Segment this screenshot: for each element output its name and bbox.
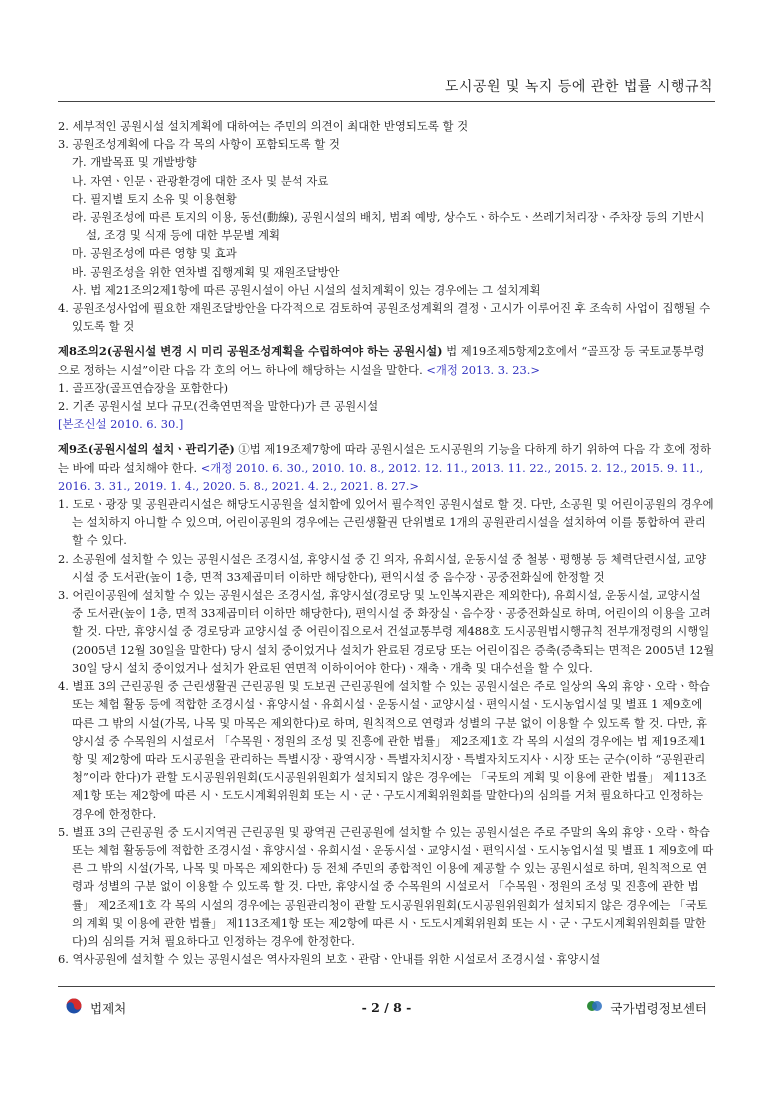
footer-divider: [58, 986, 715, 987]
sub-item: 가. 개발목표 및 개발방향: [72, 155, 197, 170]
article-text: 법 제19조제5항제2호에서 “골프장 등 국토교통부령으로 정하는 시설”이란 다음 각 호의 어느 하나에 해당하는 시설을 말한다.: [58, 344, 705, 377]
list-item: 5. 별표 3의 근린공원 중 도시지역권 근린공원 및 광역권 근린공원에 설치할 수 있는 공원시설은 주로 주말의 옥외 휴양ㆍ오락ㆍ학습 또는 체험 활동등에 적합한 조경시설ㆍ휴양시설ㆍ유희시설ㆍ운동시설ㆍ교양시설ㆍ편익시설ㆍ도시농업시설 및 별표 1 제9호에 따른 그 밖의 시설(가목, 나목 및 마목은 제외한다) 등 전체 주민의 종합적인 이용에 제공할 수 있는 공원시설로 하며, 원칙적으로 연령과 성별의 구분 없이 이용할 수 있도록 할 것. 다만, 휴양시설 중 수목원의 시설로서 「수목원ㆍ정원의 조성 및 진흥에 관한 법률」 제2조제1호 각 목의 시설의 경우에는 공원관리청이 관할 도시공원위원회(도시공원위원회가 설치되지 않은 경우에는 「국토의 계획 및 이용에 관한 법률」 제113조제1항 또는 제2항에 따른 시ㆍ도도시계획위원회 또는 시ㆍ군ㆍ구도시계획위원회를 말한다)의 심의를 거쳐 필요하다고 인정하는 경우에 한정한다.: [58, 824, 714, 948]
footer-left-label: 법제처: [90, 1000, 127, 1016]
list-item: 3. 공원조성계획에 다음 각 목의 사항이 포함되도록 할 것: [58, 137, 340, 152]
article-8-2: [58, 342, 715, 378]
list-item: 2. 소공원에 설치할 수 있는 공원시설은 조경시설, 휴양시설 중 긴 의자, 유희시설, 운동시설 중 철봉ㆍ평행봉 등 체력단련시설, 교양시설 중 도서관(높이 1층, 면적 33제곱미터 이하만 해당한다), 편익시설 중 음수장ㆍ공중전화실에 한정할 것: [58, 551, 707, 584]
page-header-title: 도시공원 및 녹지 등에 관한 법률 시행규칙: [444, 79, 713, 95]
list-item: 1. 골프장(골프연습장을 포함한다): [58, 380, 229, 395]
sub-item: 마. 공원조성에 따른 영향 및 효과: [72, 246, 237, 261]
law-center-logo-icon: [586, 998, 604, 1017]
article-9: [58, 440, 715, 495]
list-item: 3. 어린이공원에 설치할 수 있는 공원시설은 조경시설, 휴양시설(경로당 및 노인복지관은 제외한다), 유희시설, 운동시설, 교양시설 중 도서관(높이 1층, 면적 33제곱미터 이하만 해당한다), 편익시설 중 화장실ㆍ음수장ㆍ공중전화실로 하며, 어린이의 이용을 고려할 것. 다만, 휴양시설 중 경로당과 교양시설 중 어린이집으로서 건설교통부령 제488호 도시공원법시행규칙 전부개정령의 시행일(2005년 12월 30일을 말한다) 당시 설치 중이었거나 설치가 완료된 경로당 또는 어린이집은 증축(증축되는 면적은 2005년 12월 30일 당시 설치 중이었거나 설치가 완료된 연면적 이하이어야 한다)ㆍ재축ㆍ개축 및 대수선을 할 수 있다.: [58, 588, 715, 675]
document-body: [58, 117, 715, 968]
list-item: 4. 별표 3의 근린공원 중 근린생활권 근린공원 및 도보권 근린공원에 설치할 수 있는 공원시설은 주로 일상의 옥외 휴양ㆍ오락ㆍ학습 또는 체험 활동 등에 적합한 조경시설ㆍ휴양시설ㆍ유희시설ㆍ운동시설ㆍ교양시설ㆍ편익시설ㆍ도시농업시설 및 별표 1 제9호에 따른 그 밖의 시설(가목, 나목 및 마목은 제외한다)로 하며, 원칙적으로 연령과 성별의 구분 없이 이용할 수 있도록 할 것. 다만, 휴양시설 중 수목원의 시설로서 「수목원ㆍ정원의 조성 및 진흥에 관한 법률」 제2조제1호 각 목의 시설의 경우에는 법 제19조제1항 및 제2항에 따라 도시공원을 관리하는 특별시장ㆍ광역시장ㆍ특별자치시장ㆍ특별자치도지사ㆍ시장 또는 군수(이하 “공원관리청”이라 한다)가 관할 도시공원위원회(도시공원위원회가 설치되지 않은 경우에는 「국토의 계획 및 이용에 관한 법률」 제113조제1항 또는 제2항에 따른 시ㆍ도도시계획위원회 또는 시ㆍ군ㆍ구도시계획위원회를 말한다)의 심의를 거쳐 필요하다고 인정하는 경우에 한정한다.: [58, 679, 710, 821]
list-item: 2. 세부적인 공원시설 설치계획에 대하여는 주민의 의견이 최대한 반영되도록 할 것: [58, 119, 469, 133]
header-divider: [58, 101, 715, 102]
sub-item: 나. 자연ㆍ인문ㆍ관광환경에 대한 조사 및 분석 자료: [72, 173, 329, 188]
sub-item: 사. 법 제21조의2제1항에 따른 공원시설이 아닌 시설의 설치계획이 있는 경우에는 그 설치계획: [72, 282, 541, 297]
list-item: 1. 도로ㆍ광장 및 공원관리시설은 해당도시공원을 설치함에 있어서 필수적인 공원시설로 할 것. 다만, 소공원 및 어린이공원의 경우에는 설치하지 아니할 수 있으며, 어린이공원의 경우에는 근린생활권 단위별로 1개의 공원관리시설을 설치하여 이를 통합하여 관리할 수 있다.: [58, 497, 714, 548]
article-text: ①법 제19조제7항에 따라 공원시설은 도시공원의 기능을 다하게 하기 위하여 다음 각 호에 정하는 바에 따라 설치해야 한다.: [58, 442, 712, 475]
article-title: 제9조(공원시설의 설치ㆍ관리기준): [58, 442, 235, 457]
amendment-note: <개정 2010. 6. 30., 2010. 10. 8., 2012. 12. 11., 2013. 11. 22., 2015. 2. 12., 2015. 9. 11., 2016. 3. 31., 2019. 1. 4., 2020. 5. 8., 2021. 4. 2., 2021. 8. 27.>: [58, 460, 704, 493]
page-footer: [58, 998, 715, 1020]
list-item: 6. 역사공원에 설치할 수 있는 공원시설은 역사자원의 보호ㆍ관람ㆍ안내를 위한 시설로서 조경시설ㆍ휴양시설: [58, 952, 601, 967]
footer-right-label: 국가법령정보센터: [610, 1000, 707, 1016]
amendment-note: <개정 2013. 3. 23.>: [426, 362, 540, 377]
list-item: 4. 공원조성사업에 필요한 재원조달방안을 다각적으로 검토하여 공원조성계획의 결정ㆍ고시가 이루어진 후 조속히 사업이 집행될 수 있도록 할 것: [58, 301, 711, 334]
list-item: 2. 기존 공원시설 보다 규모(건축연면적을 말한다)가 큰 공원시설: [58, 399, 379, 414]
footer-right: [586, 998, 707, 1017]
article-title: 제8조의2(공원시설 변경 시 미리 공원조성계획을 수립하여야 하는 공원시설): [58, 344, 443, 359]
sub-item: 다. 필지별 토지 소유 및 이용현황: [72, 191, 237, 206]
sub-item: 라. 공원조성에 따른 토지의 이용, 동선(動線), 공원시설의 배치, 범죄 예방, 상수도ㆍ하수도ㆍ쓰레기처리장ㆍ주차장 등의 기반시설, 조경 및 식재 등에 대한 부문별 계획: [72, 210, 705, 243]
page-number: - 2 / 8 -: [361, 1000, 412, 1015]
new-article-note: [본조신설 2010. 6. 30.]: [58, 417, 184, 432]
sub-item: 바. 공원조성을 위한 연차별 집행계획 및 재원조달방안: [72, 264, 340, 279]
